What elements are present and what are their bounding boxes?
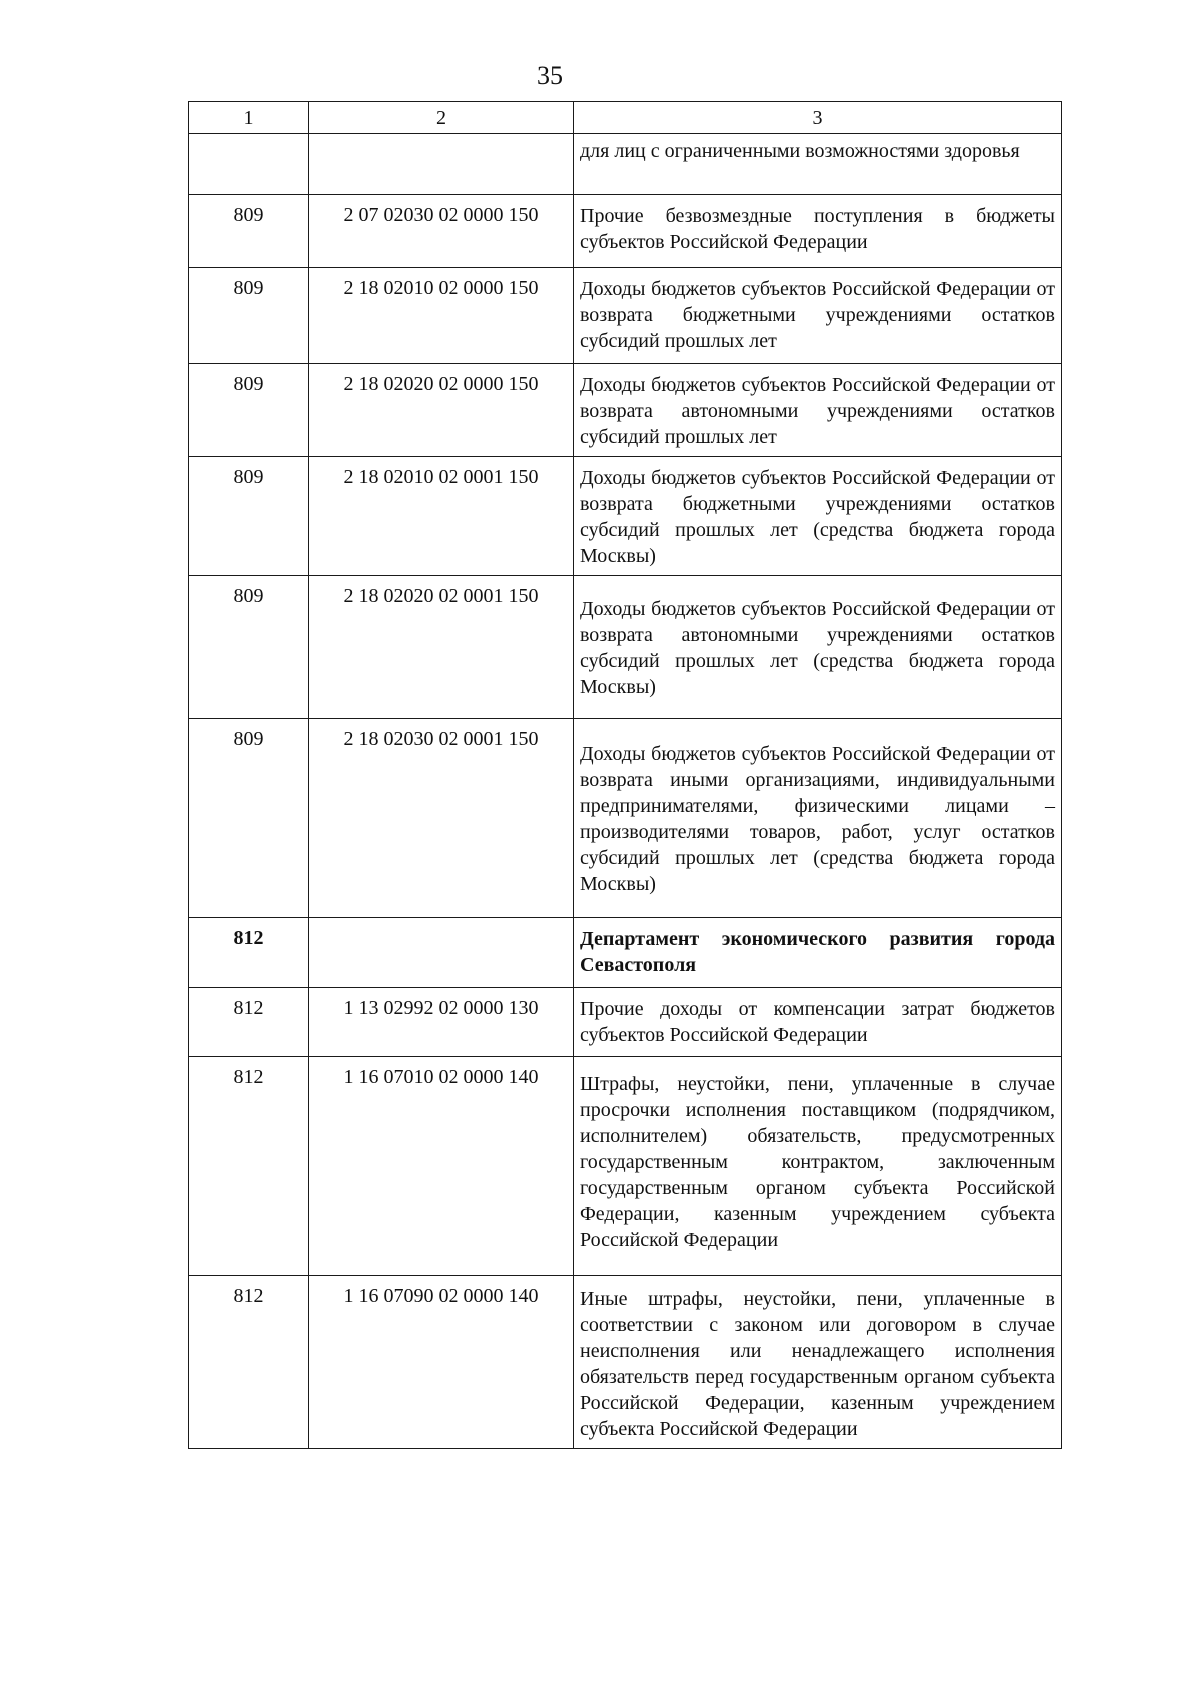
revenue-codes-table (188, 101, 1062, 1449)
column-header-2: 2 (309, 102, 574, 134)
revenue-name-cell: Доходы бюджетов субъектов Российской Федерации от возврата автономными учреждениями остатков субсидий прошлых лет (средства бюджета города Москвы) (574, 576, 1062, 719)
table-row (189, 918, 1062, 988)
revenue-code-cell: 2 18 02010 02 0000 150 (309, 268, 574, 364)
revenue-name-cell: Доходы бюджетов субъектов Российской Федерации от возврата бюджетными учреждениями остатков субсидий прошлых лет (574, 268, 1062, 364)
table-row (189, 988, 1062, 1057)
table-row (189, 1057, 1062, 1276)
admin-code-cell: 809 (189, 364, 309, 457)
revenue-name-cell: Иные штрафы, неустойки, пени, уплаченные в соответствии с законом или договором в случае неисполнения или ненадлежащего исполнения обязательств перед государственным органом субъекта Российской Федерации, казенным учреждением субъекта Российской Федерации (574, 1276, 1062, 1449)
table-row (189, 1276, 1062, 1449)
revenue-code-cell: 2 07 02030 02 0000 150 (309, 195, 574, 268)
revenue-name-cell: Прочие доходы от компенсации затрат бюджетов субъектов Российской Федерации (574, 988, 1062, 1057)
table-row (189, 364, 1062, 457)
admin-code-cell: 812 (189, 988, 309, 1057)
admin-code-cell: 809 (189, 195, 309, 268)
revenue-code-cell (309, 134, 574, 195)
column-header-3: 3 (574, 102, 1062, 134)
admin-code-cell: 812 (189, 1057, 309, 1276)
revenue-name-cell: Штрафы, неустойки, пени, уплаченные в случае просрочки исполнения поставщиком (подрядчиком, исполнителем) обязательств, предусмотренных государственным контрактом, заключенным государственным органом субъекта Российской Федерации, казенным учреждением субъекта Российской Федерации (574, 1057, 1062, 1276)
revenue-code-cell: 1 16 07010 02 0000 140 (309, 1057, 574, 1276)
admin-code-cell: 812 (189, 1276, 309, 1449)
revenue-code-cell (309, 918, 574, 988)
admin-code-cell (189, 134, 309, 195)
table-row (189, 195, 1062, 268)
revenue-name-cell: Доходы бюджетов субъектов Российской Федерации от возврата автономными учреждениями остатков субсидий прошлых лет (574, 364, 1062, 457)
revenue-name-cell: для лиц с ограниченными возможностями здоровья (574, 134, 1062, 195)
revenue-name-cell: Прочие безвозмездные поступления в бюджеты субъектов Российской Федерации (574, 195, 1062, 268)
revenue-name-cell: Доходы бюджетов субъектов Российской Федерации от возврата бюджетными учреждениями остатков субсидий прошлых лет (средства бюджета города Москвы) (574, 457, 1062, 576)
table-row (189, 134, 1062, 195)
revenue-code-cell: 2 18 02010 02 0001 150 (309, 457, 574, 576)
department-name-cell: Департамент экономического развития города Севастополя (574, 918, 1062, 988)
table-row (189, 719, 1062, 918)
admin-code-cell: 809 (189, 268, 309, 364)
admin-code-cell: 812 (189, 918, 309, 988)
page-number: 35 (537, 61, 563, 90)
table-row (189, 268, 1062, 364)
revenue-code-cell: 2 18 02030 02 0001 150 (309, 719, 574, 918)
table-header-row (189, 102, 1062, 134)
revenue-code-cell: 2 18 02020 02 0000 150 (309, 364, 574, 457)
table-row (189, 457, 1062, 576)
revenue-code-cell: 2 18 02020 02 0001 150 (309, 576, 574, 719)
revenue-name-cell: Доходы бюджетов субъектов Российской Федерации от возврата иными организациями, индивидуальными предпринимателями, физическими лицами – производителями товаров, работ, услуг остатков субсидий прошлых лет (средства бюджета города Москвы) (574, 719, 1062, 918)
column-header-1: 1 (189, 102, 309, 134)
table-row (189, 576, 1062, 719)
admin-code-cell: 809 (189, 457, 309, 576)
admin-code-cell: 809 (189, 719, 309, 918)
revenue-code-cell: 1 13 02992 02 0000 130 (309, 988, 574, 1057)
revenue-code-cell: 1 16 07090 02 0000 140 (309, 1276, 574, 1449)
admin-code-cell: 809 (189, 576, 309, 719)
